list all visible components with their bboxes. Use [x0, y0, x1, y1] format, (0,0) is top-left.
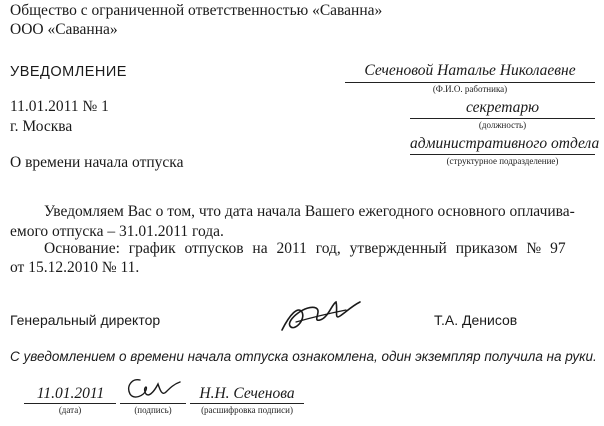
signatory-position: Генеральный директор — [10, 312, 161, 328]
body-p1-line1: Уведомляем Вас о том, что дата начала Вашего ежегодного основного оплачива- — [44, 203, 575, 220]
recipient-department-caption: (структурное подразделение) — [446, 156, 559, 166]
acknowledgement-date: 11.01.2011 — [36, 385, 105, 402]
document-city: г. Москва — [10, 118, 73, 135]
recipient-position-line — [410, 118, 595, 119]
acknowledgement-date-line — [24, 403, 116, 404]
director-signature — [276, 292, 366, 342]
body-p1-line2: емого отпуска – 31.01.2011 года. — [10, 223, 224, 240]
acknowledgement-text: С уведомлением о времени начала отпуска ознакомлена, один экземпляр получила на руки. — [10, 349, 597, 364]
acknowledgement-name-line — [190, 403, 304, 404]
acknowledgement-signature-caption: (подпись) — [134, 405, 172, 415]
recipient-department: административного отдела — [410, 135, 600, 152]
acknowledgement-signature-line — [120, 403, 186, 404]
signatory-name: Т.А. Денисов — [434, 312, 518, 328]
recipient-name-line — [345, 82, 595, 83]
document-title: УВЕДОМЛЕНИЕ — [10, 64, 127, 80]
document-date-number: 11.01.2011 № 1 — [10, 98, 109, 115]
body-p2-line2: от 15.12.2010 № 11. — [10, 259, 140, 276]
recipient-name: Сеченовой Наталье Николаевне — [364, 62, 576, 79]
acknowledgement-date-caption: (дата) — [58, 405, 82, 415]
recipient-department-line — [410, 154, 595, 155]
org-full-name: Общество с ограниченной ответственностью «Саванна» — [10, 2, 383, 19]
body-p2-line1: Основание: график отпусков на 2011 год, утвержденный приказом № 97 — [44, 240, 566, 257]
recipient-position-caption: (должность) — [478, 120, 527, 130]
acknowledgement-name: Н.Н. Сеченова — [199, 385, 295, 402]
recipient-name-caption: (Ф.И.О. работника) — [432, 84, 508, 94]
acknowledgement-name-caption: (расшифровка подписи) — [201, 405, 293, 415]
employee-signature — [122, 372, 186, 404]
recipient-position: секретарю — [465, 99, 540, 116]
document-subject: О времени начала отпуска — [10, 154, 184, 171]
org-short-name: ООО «Саванна» — [10, 21, 118, 38]
